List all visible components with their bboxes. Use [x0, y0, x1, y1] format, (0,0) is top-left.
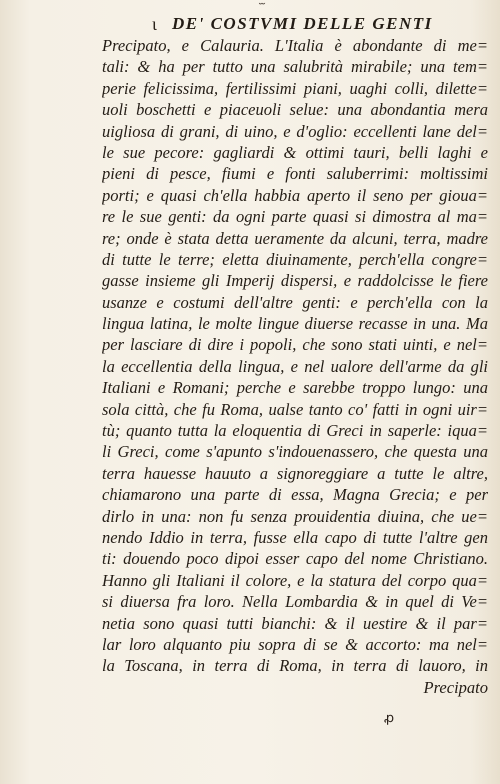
text-line: netia sono quasi tutti bianchi: & il uestire & il par= — [102, 613, 488, 633]
text-line: tù; quanto tutta la eloquentia di Greci in saperle: iqua= — [102, 421, 488, 441]
text-line: Italiani e Romani; perche e sarebbe troppo lungo: una — [102, 378, 488, 398]
header-marker: ɩ — [152, 14, 157, 34]
text-line: uigliosa di grani, di uino, e d'oglio: eccellenti lane del= — [102, 121, 488, 141]
text-line: le sue pecore: gagliardi & ottimi tauri, belli laghi e — [102, 142, 488, 162]
text-line: dirlo in una: non fu senza prouidentia diuina, che ue= — [102, 506, 488, 526]
text-line: sola città, che fu Roma, ualse tanto co' fatti in ogni uir= — [102, 399, 488, 419]
text-line: si diuersa fra loro. Nella Lombardia & in quel di Ve= — [102, 592, 488, 612]
text-line: per lasciare di dire i popoli, che sono stati uinti, e nel= — [102, 335, 488, 355]
text-line: lingua latina, le molte lingue diuerse recasse in una. Ma — [102, 314, 488, 334]
text-line: lar loro alquanto piu sopra di se & accorto: ma nel= — [102, 634, 488, 654]
text-line: perie felicissima, fertilissimi piani, uaghi colli, dilette= — [102, 78, 488, 98]
text-line: pieni di pesce, fiumi e fonti saluberrimi: moltissimi — [102, 164, 488, 184]
text-line: tali: & ha per tutto una salubrità mirabile; una tem= — [102, 57, 488, 77]
text-line: usanze e costumi dell'altre genti: e perch'ella con la — [102, 292, 488, 312]
text-line: di tutte le terre; eletta diuinamente, perch'ella congre= — [102, 249, 488, 269]
text-line: Precipato, e Calauria. L'Italia è abondante di me= — [102, 36, 488, 55]
text-line: porti; e quasi ch'ella habbia aperto il seno per gioua= — [102, 185, 488, 205]
text-line: nendo Iddio in terra, fusse ella capo di tutte l'altre gen — [102, 527, 488, 547]
text-line: re; onde è stata detta ueramente da alcuni, terra, madre — [102, 228, 488, 248]
text-line: uoli boschetti e piaceuoli selue: una abondantia mera — [102, 100, 488, 120]
text-line: la Toscana, in terra di Roma, in terra di lauoro, in — [102, 656, 488, 676]
text-line: chiamarono una parte di essa, Magna Grecia; e per — [102, 485, 488, 505]
text-body — [102, 35, 488, 698]
running-head: DE' COSTVMI DELLE GENTI — [172, 14, 433, 33]
text-line: li Greci, come s'apunto s'indouenassero, che questa una — [102, 442, 488, 462]
text-line: terra hauesse hauuto a signoreggiare a tutte le altre, — [102, 463, 488, 483]
text-line: re le sue genti: da ogni parte quasi si dimostra al ma= — [102, 207, 488, 227]
text-line: ti: douendo poco dipoi esser capo del nome Christiano. — [102, 549, 488, 569]
catchword: ꝓ — [384, 710, 395, 725]
text-line: la eccellentia della lingua, e nel ualore dell'arme da gli — [102, 356, 488, 376]
text-line: Precipato — [423, 677, 488, 697]
text-line: gasse insieme gli Imperij dispersi, e raddolcisse le fiere — [102, 271, 488, 291]
text-line: Hanno gli Italiani il colore, e la statura del corpo qua= — [102, 570, 488, 590]
